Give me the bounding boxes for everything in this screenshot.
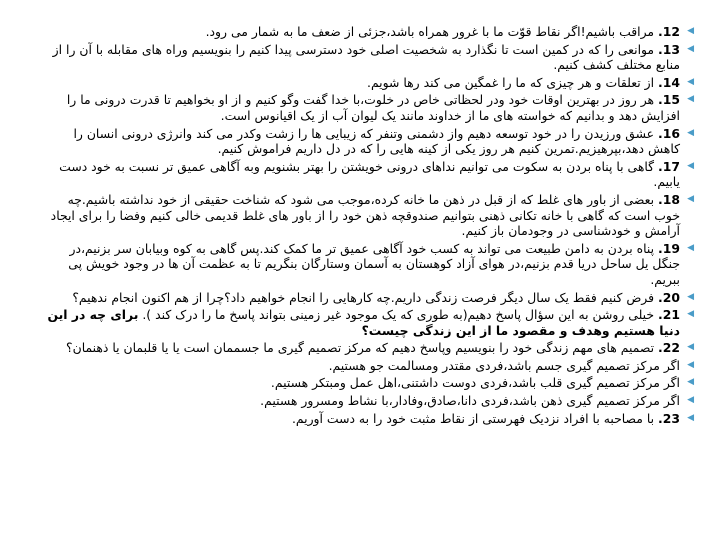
list-item-21: ◀ 21. خیلی روشن به این سؤال پاسخ دهیم(به طوری که یک موجود غیر زمینی بتواند پاسخ ما را درک کند ). برای چه در این دنیا هستیم وهدف و مقصود ما از این زندگی چیست؟ <box>47 307 694 338</box>
bullet-icon: ◀ <box>687 377 694 388</box>
item-number: 20 <box>662 289 680 305</box>
list-item-heart <box>46 375 694 391</box>
item-text: اگر مرکز تصمیم گیری ذهن باشد،فردی دانا،صادق،وفادار،با نشاط ومسرور هستیم. <box>260 393 680 409</box>
item-text: از تعلقات و هر چیزی که ما را غمگین می کند رها شویم. <box>367 74 655 90</box>
item-number: 22 <box>662 340 680 356</box>
item-number: 18 <box>662 191 680 207</box>
item-text: پناه بردن به دامن طبیعت می تواند به کسب خود آگاهی عمیق تر ما کمک کند.پس گاهی به کوه وبیابان سر بزنیم،در جنگل یل ساحل دریا قدم بزنیم،در هوای آزاد کوهستان به آسمان وستارگان بنگریم تا به عظمت آن ها در وجود خویش پی ببریم. <box>68 240 680 287</box>
item-text: فرض کنیم فقط یک سال دیگر فرصت زندگی داریم.چه کارهایی را انجام خواهیم داد؟چرا از هم اکنون انجام ندهیم؟ <box>72 289 655 305</box>
bullet-icon: ◀ <box>687 193 694 204</box>
item-number: 21 <box>662 307 680 323</box>
item-text: موانعی را که در کمین است تا نگذارد به شخصیت اصلی خود دسترسی پیدا کنیم را بنویسیم وراه های مقابله با آن را از منابع مختلف کشف کنیم. <box>52 41 680 73</box>
item-number: 12 <box>662 24 680 39</box>
bullet-icon: ◀ <box>687 76 694 87</box>
bullet-icon: ◀ <box>687 160 694 171</box>
list-item-16: ◀ 16. عشق ورزیدن را در خود توسعه دهیم واز دشمنی وتنفر که زیبایی ها را زشت وکدر می کند وانرژی درونی انسان را کاهش دهد،بپرهیزیم.تمرین کنیم هر روز یکی از کینه هایی را که در دل داریم فراموش کنیم. <box>73 125 694 157</box>
list-item-17: ◀ 17. گاهی با پناه بردن به سکوت می توانیم نداهای درونی خویشتن را بهتر بشنویم وبه آگاهی عمیق تر نسبت به خود دست یابیم. <box>59 158 694 190</box>
item-text: تصمیم های مهم زندگی خود را بنویسیم وپاسخ دهیم که مرکز تصمیم گیری ما جسممان است یا یا قلبمان یا ذهنمان؟ <box>66 340 655 356</box>
bullet-icon: ◀ <box>687 26 694 36</box>
list-item-15: ◀ 15. هر روز در بهترین اوقات خود ودر لحظاتی خاص در خلوت،با خدا گفت وگو کنیم و از او بخواهیم تا قدرت درونی ما را افزایش دهد و بدانیم که خواسته های ما از خداوند مانند یک لیوان آب از یک اقیانوس است. <box>66 92 694 123</box>
bullet-icon: ◀ <box>687 359 694 370</box>
bullet-icon: ◀ <box>687 412 694 423</box>
list-item-20: ◀ 20. فرض کنیم فقط یک سال دیگر فرصت زندگی داریم.چه کارهایی را انجام خواهیم داد؟چرا از هم اکنون انجام ندهیم؟ <box>72 289 694 305</box>
item-bold-question: برای چه در این دنیا هستیم وهدف و مقصود ما از این زندگی چیست؟ <box>47 307 680 338</box>
item-text: با مصاحبه با افراد نزدیک فهرستی از نقاط مثبت خود را به دست آوریم. <box>291 410 655 426</box>
list-item-12: ◀ 12. مراقب باشیم!اگر نقاط قوّت ما با غرور همراه باشد،جزئی از ضعف ما به شمار می رود. <box>205 24 694 39</box>
item-text: خیلی روشن به این سؤال پاسخ دهیم(به طوری که یک موجود غیر زمینی بتواند پاسخ ما را درک کند ). <box>142 307 655 323</box>
item-text: عشق ورزیدن را در خود توسعه دهیم واز دشمنی وتنفر که زیبایی ها را زشت وکدر می کند وانرژی درونی انسان را کاهش دهد،بپرهیزیم.تمرین کنیم هر روز یکی از کینه هایی را که در دل داریم فراموش کنیم. <box>73 125 680 157</box>
list-item-14: ◀ 14. از تعلقات و هر چیزی که ما را غمگین می کند رها شویم. <box>367 74 694 90</box>
list-item-13: ◀ 13. موانعی را که در کمین است تا نگذارد به شخصیت اصلی خود دسترسی پیدا کنیم را بنویسیم وراه های مقابله با آن را از منابع مختلف کشف کنیم. <box>52 41 694 73</box>
item-text: گاهی با پناه بردن به سکوت می توانیم نداهای درونی خویشتن را بهتر بشنویم وبه آگاهی عمیق تر نسبت به خود دست یابیم. <box>59 158 680 190</box>
list-item-mind <box>46 393 694 409</box>
list-item-22: ◀ 22. تصمیم های مهم زندگی خود را بنویسیم وپاسخ دهیم که مرکز تصمیم گیری ما جسممان است یا یا قلبمان یا ذهنمان؟ <box>66 340 694 356</box>
list-item-19: ◀ 19. پناه بردن به دامن طبیعت می تواند به کسب خود آگاهی عمیق تر ما کمک کند.پس گاهی به کوه وبیابان سر بزنیم،در جنگل یل ساحل دریا قدم بزنیم،در هوای آزاد کوهستان به آسمان وستارگان بنگریم تا به عظمت آن ها در وجود خویش پی ببریم. <box>68 240 694 287</box>
bullet-icon: ◀ <box>687 342 694 353</box>
bullet-icon: ◀ <box>687 395 694 406</box>
item-number: 19 <box>662 240 680 256</box>
item-number: 15 <box>662 92 680 108</box>
list-item-body <box>46 358 694 374</box>
item-number: 16 <box>662 125 680 141</box>
item-number: 23 <box>662 410 680 426</box>
list-item-23: ◀ 23. با مصاحبه با افراد نزدیک فهرستی از نقاط مثبت خود را به دست آوریم. <box>291 410 694 426</box>
item-text: بعضی از باور های غلط که از قبل در ذهن ما خانه کرده،موجب می شود که شناخت حقیقی از خود نداشته باشیم.چه خوب است که گاهی با خانه تکانی ذهنی بتوانیم صندوقچه ذهن خود را از باور های غلط قدیمی خالی کنیم وفضا را برای ایجاد آرامش و خودشناسی در وجودمان باز کنیم. <box>50 191 680 239</box>
list-item-18: ◀ 18. بعضی از باور های غلط که از قبل در ذهن ما خانه کرده،موجب می شود که شناخت حقیقی از خود نداشته باشیم.چه خوب است که گاهی با خانه تکانی ذهنی بتوانیم صندوقچه ذهن خود را از باور های غلط قدیمی خالی کنیم وفضا را برای ایجاد آرامش و خودشناسی در وجودمان باز کنیم. <box>50 191 694 239</box>
bullet-icon: ◀ <box>687 43 694 54</box>
item-text: اگر مرکز تصمیم گیری جسم باشد،فردی مقتدر ومسالمت جو هستیم. <box>328 357 680 373</box>
bullet-icon: ◀ <box>687 127 694 138</box>
bullet-icon: ◀ <box>687 291 694 302</box>
item-number: 14 <box>662 74 680 90</box>
item-text: اگر مرکز تصمیم گیری قلب باشد،فردی دوست داشتنی،اهل عمل ومبتکر هستیم. <box>270 375 680 391</box>
item-number: 17 <box>662 158 680 174</box>
item-text: هر روز در بهترین اوقات خود ودر لحظاتی خاص در خلوت،با خدا گفت وگو کنیم و از او بخواهیم تا قدرت درونی ما را افزایش دهد و بدانیم که خواسته های ما از خداوند مانند یک لیوان آب از یک اقیانوس است. <box>66 92 680 123</box>
bullet-icon: ◀ <box>687 242 694 253</box>
item-number: 13 <box>662 41 680 57</box>
item-text: مراقب باشیم!اگر نقاط قوّت ما با غرور همراه باشد،جزئی از ضعف ما به شمار می رود. <box>205 24 655 39</box>
bullet-list <box>46 24 694 428</box>
bullet-icon: ◀ <box>687 309 694 320</box>
bullet-icon: ◀ <box>687 94 694 105</box>
